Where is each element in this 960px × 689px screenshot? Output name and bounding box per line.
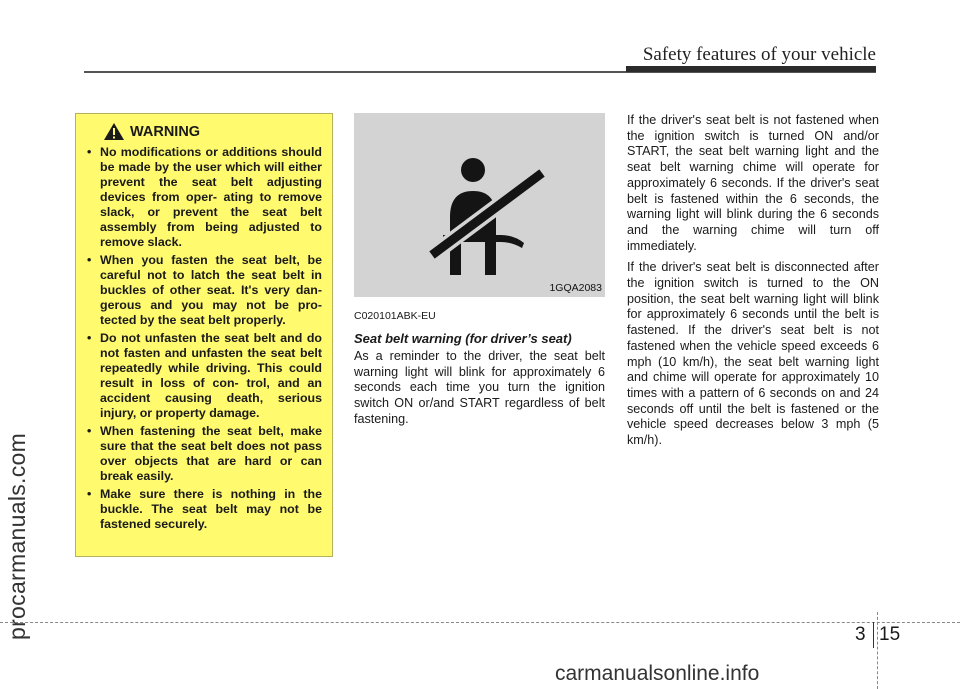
section-heading: Seat belt warning (for driver’s seat) — [354, 331, 572, 346]
warning-item: • When fastening the seat belt, make sure that the seat belt does not pass over objects that are hard or can break easily. — [86, 424, 322, 484]
warning-list — [86, 145, 322, 532]
chapter-number: 3 — [855, 624, 866, 645]
warning-box — [75, 113, 333, 557]
figure-code: 1GQA2083 — [549, 282, 602, 294]
page-number-separator — [873, 622, 874, 648]
warning-item: • When you fasten the seat belt, be careful not to latch the seat belt in buckles of other seat. It's very dan- gerous and you may not be pro- tected by the seat belt properly. — [86, 253, 322, 328]
footer-rule — [0, 622, 960, 623]
seat-belt-warning-icon — [354, 113, 605, 297]
body-paragraph: If the driver's seat belt is disconnected after the ignition switch is turned to the ON position, the seat belt warning light will blink for approximately 6 seconds until the belt is fastened. If the driver's seat belt is not fastened when the vehicle speed exceeds 6 mph (10 km/h), the seat belt warning light and chime will operate for approximately 10 times with a pattern of 6 seconds on and 24 seconds off until the belt is fastened or the vehicle speed decreases below 3 mph (5 km/h). — [627, 260, 879, 448]
header-accent-bar — [626, 66, 876, 72]
warning-item: • No modifications or additions should be made by the user which will either prevent the seat belt adjusting devices from oper- ating to remove slack, or prevent the seat belt assembly from being adjusted to remove slack. — [86, 145, 322, 250]
warning-triangle-icon — [103, 122, 125, 141]
page-number: 15 — [879, 624, 901, 645]
seat-belt-figure — [354, 113, 605, 297]
watermark-left: procarmanuals.com — [4, 432, 30, 640]
watermark-bottom: carmanualsonline.info — [555, 662, 760, 685]
warning-title: WARNING — [130, 123, 201, 140]
warning-header — [103, 122, 322, 141]
footer-vertical-guide — [877, 612, 878, 689]
middle-column — [354, 310, 605, 434]
section-code: C020101ABK-EU — [354, 310, 436, 322]
right-column — [627, 113, 879, 455]
warning-item: • Make sure there is nothing in the buckle. The seat belt may not be fastened securely. — [86, 487, 322, 532]
body-paragraph: If the driver's seat belt is not fastened when the ignition switch is turned ON and/or START, the seat belt warning light and the seat belt warning chime will operate for approximately 6 seconds. If the driver's seat belt is fastened within the 6 seconds, the warning light will blink during the 6 seconds and the warning chime will turn off immediately. — [627, 113, 879, 253]
section-paragraph: As a reminder to the driver, the seat belt warning light will blink for approximately 6 seconds each time you turn the ignition switch ON or/and START regardless of belt fastening. — [354, 349, 605, 426]
page-section-title: Safety features of your vehicle — [642, 44, 876, 65]
warning-item: • Do not unfasten the seat belt and do not fasten and unfasten the seat belt repeatedly while driving. This could result in loss of con- trol, and an accident causing death, serious injury, or property damage. — [86, 331, 322, 421]
